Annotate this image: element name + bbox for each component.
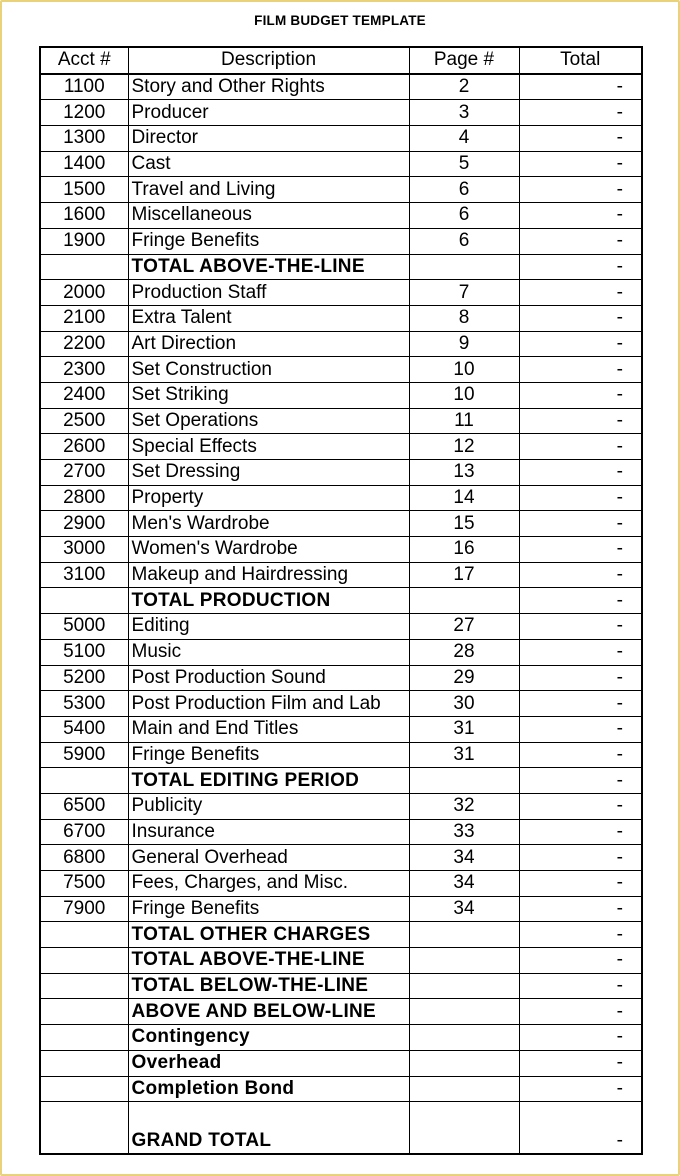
table-row: [40, 845, 642, 871]
page-cell: [409, 254, 519, 280]
total-cell: -: [519, 1050, 642, 1076]
acct-cell: 2700: [40, 460, 128, 486]
acct-cell: [40, 999, 128, 1025]
description-cell: Production Staff: [128, 280, 409, 306]
table-row: [40, 793, 642, 819]
acct-cell: 1400: [40, 151, 128, 177]
grand-total-row: [40, 1102, 642, 1155]
description-cell: Post Production Sound: [128, 665, 409, 691]
page-cell: 12: [409, 434, 519, 460]
description-cell: Director: [128, 126, 409, 152]
table-row: [40, 639, 642, 665]
total-cell: -: [519, 999, 642, 1025]
acct-cell: 2900: [40, 511, 128, 537]
total-cell: -: [519, 742, 642, 768]
description-cell: Music: [128, 639, 409, 665]
total-row: [40, 922, 642, 948]
table-row: [40, 357, 642, 383]
description-cell: Set Striking: [128, 382, 409, 408]
page-cell: 15: [409, 511, 519, 537]
description-cell: Makeup and Hairdressing: [128, 562, 409, 588]
total-cell: -: [519, 100, 642, 126]
acct-cell: 2200: [40, 331, 128, 357]
acct-cell: [40, 1050, 128, 1076]
description-cell: Special Effects: [128, 434, 409, 460]
total-cell: -: [519, 280, 642, 306]
description-cell: GRAND TOTAL: [128, 1102, 409, 1155]
total-cell: -: [519, 845, 642, 871]
description-cell: Overhead: [128, 1050, 409, 1076]
page-cell: 31: [409, 716, 519, 742]
total-cell: -: [519, 1076, 642, 1102]
description-cell: Extra Talent: [128, 305, 409, 331]
page-cell: 29: [409, 665, 519, 691]
description-cell: Travel and Living: [128, 177, 409, 203]
acct-cell: 1900: [40, 228, 128, 254]
acct-cell: 1100: [40, 74, 128, 100]
page-cell: [409, 948, 519, 974]
total-cell: -: [519, 819, 642, 845]
description-cell: Editing: [128, 614, 409, 640]
table-row: [40, 280, 642, 306]
table-row: [40, 665, 642, 691]
total-cell: -: [519, 177, 642, 203]
total-cell: -: [519, 74, 642, 100]
column-header-description: Description: [128, 47, 409, 74]
description-cell: Fringe Benefits: [128, 228, 409, 254]
description-cell: General Overhead: [128, 845, 409, 871]
page-cell: 5: [409, 151, 519, 177]
page-cell: [409, 1076, 519, 1102]
total-row: [40, 768, 642, 794]
budget-table-body: [40, 74, 642, 1155]
table-row: [40, 100, 642, 126]
page-cell: 16: [409, 537, 519, 563]
acct-cell: 5900: [40, 742, 128, 768]
page-cell: 6: [409, 228, 519, 254]
page-cell: [409, 588, 519, 614]
page-cell: 2: [409, 74, 519, 100]
acct-cell: [40, 948, 128, 974]
total-cell: -: [519, 1102, 642, 1155]
acct-cell: [40, 254, 128, 280]
total-row: [40, 1076, 642, 1102]
page-cell: 27: [409, 614, 519, 640]
description-cell: Women's Wardrobe: [128, 537, 409, 563]
table-row: [40, 742, 642, 768]
table-row: [40, 331, 642, 357]
acct-cell: [40, 922, 128, 948]
description-cell: Miscellaneous: [128, 203, 409, 229]
total-cell: -: [519, 639, 642, 665]
document-title: FILM BUDGET TEMPLATE: [254, 13, 426, 28]
table-row: [40, 228, 642, 254]
total-cell: -: [519, 768, 642, 794]
acct-cell: [40, 1025, 128, 1051]
table-row: [40, 614, 642, 640]
description-cell: Property: [128, 485, 409, 511]
page-cell: 8: [409, 305, 519, 331]
description-cell: Completion Bond: [128, 1076, 409, 1102]
page-cell: 33: [409, 819, 519, 845]
description-cell: Art Direction: [128, 331, 409, 357]
table-row: [40, 305, 642, 331]
page-cell: 10: [409, 382, 519, 408]
acct-cell: 2000: [40, 280, 128, 306]
description-cell: TOTAL BELOW-THE-LINE: [128, 973, 409, 999]
description-cell: Set Operations: [128, 408, 409, 434]
description-cell: Post Production Film and Lab: [128, 691, 409, 717]
table-row: [40, 177, 642, 203]
total-row: [40, 254, 642, 280]
total-cell: -: [519, 357, 642, 383]
acct-cell: 3100: [40, 562, 128, 588]
page-cell: 31: [409, 742, 519, 768]
column-header-total: Total: [519, 47, 642, 74]
page-cell: 13: [409, 460, 519, 486]
acct-cell: 1300: [40, 126, 128, 152]
acct-cell: 1500: [40, 177, 128, 203]
total-cell: -: [519, 665, 642, 691]
page-cell: 6: [409, 177, 519, 203]
page-cell: 34: [409, 845, 519, 871]
total-row: [40, 588, 642, 614]
total-cell: -: [519, 485, 642, 511]
page-cell: [409, 1102, 519, 1155]
table-row: [40, 871, 642, 897]
table-row: [40, 203, 642, 229]
description-cell: TOTAL ABOVE-THE-LINE: [128, 948, 409, 974]
acct-cell: 5200: [40, 665, 128, 691]
page-cell: 28: [409, 639, 519, 665]
page-cell: 34: [409, 896, 519, 922]
total-cell: -: [519, 408, 642, 434]
total-cell: -: [519, 511, 642, 537]
page-cell: 7: [409, 280, 519, 306]
page-cell: 34: [409, 871, 519, 897]
acct-cell: [40, 768, 128, 794]
table-header-row: [40, 47, 642, 74]
acct-cell: 7500: [40, 871, 128, 897]
table-row: [40, 460, 642, 486]
acct-cell: 6800: [40, 845, 128, 871]
table-row: [40, 382, 642, 408]
page-cell: 10: [409, 357, 519, 383]
acct-cell: 2800: [40, 485, 128, 511]
page-cell: [409, 1050, 519, 1076]
acct-cell: 5100: [40, 639, 128, 665]
total-cell: -: [519, 562, 642, 588]
table-row: [40, 691, 642, 717]
total-cell: -: [519, 871, 642, 897]
total-cell: -: [519, 588, 642, 614]
total-row: [40, 1025, 642, 1051]
description-cell: Main and End Titles: [128, 716, 409, 742]
table-row: [40, 537, 642, 563]
page-cell: 4: [409, 126, 519, 152]
description-cell: TOTAL EDITING PERIOD: [128, 768, 409, 794]
total-cell: -: [519, 382, 642, 408]
acct-cell: 2100: [40, 305, 128, 331]
description-cell: Contingency: [128, 1025, 409, 1051]
acct-cell: 1600: [40, 203, 128, 229]
page-cell: [409, 999, 519, 1025]
acct-cell: 1200: [40, 100, 128, 126]
total-cell: -: [519, 896, 642, 922]
total-cell: -: [519, 203, 642, 229]
total-cell: -: [519, 151, 642, 177]
table-row: [40, 485, 642, 511]
total-cell: -: [519, 691, 642, 717]
table-row: [40, 434, 642, 460]
description-cell: Fringe Benefits: [128, 896, 409, 922]
acct-cell: 6500: [40, 793, 128, 819]
description-cell: ABOVE AND BELOW-LINE: [128, 999, 409, 1025]
description-cell: Story and Other Rights: [128, 74, 409, 100]
total-cell: -: [519, 716, 642, 742]
total-row: [40, 948, 642, 974]
total-cell: -: [519, 434, 642, 460]
total-cell: -: [519, 126, 642, 152]
total-cell: -: [519, 537, 642, 563]
acct-cell: 2600: [40, 434, 128, 460]
total-row: [40, 973, 642, 999]
total-cell: -: [519, 228, 642, 254]
page-cell: 11: [409, 408, 519, 434]
page-cell: [409, 1025, 519, 1051]
description-cell: Set Dressing: [128, 460, 409, 486]
table-row: [40, 896, 642, 922]
acct-cell: [40, 588, 128, 614]
table-row: [40, 511, 642, 537]
table-row: [40, 408, 642, 434]
description-cell: Cast: [128, 151, 409, 177]
column-header-page: Page #: [409, 47, 519, 74]
page-cell: 6: [409, 203, 519, 229]
table-row: [40, 151, 642, 177]
description-cell: Set Construction: [128, 357, 409, 383]
total-cell: -: [519, 1025, 642, 1051]
description-cell: TOTAL OTHER CHARGES: [128, 922, 409, 948]
total-cell: -: [519, 793, 642, 819]
table-row: [40, 819, 642, 845]
page-cell: [409, 973, 519, 999]
acct-cell: 5000: [40, 614, 128, 640]
page-cell: 14: [409, 485, 519, 511]
total-cell: -: [519, 305, 642, 331]
page-cell: 17: [409, 562, 519, 588]
description-cell: Publicity: [128, 793, 409, 819]
acct-cell: 2300: [40, 357, 128, 383]
page-cell: [409, 922, 519, 948]
page-cell: [409, 768, 519, 794]
page-cell: 32: [409, 793, 519, 819]
page-cell: 9: [409, 331, 519, 357]
description-cell: TOTAL ABOVE-THE-LINE: [128, 254, 409, 280]
acct-cell: [40, 973, 128, 999]
description-cell: Fees, Charges, and Misc.: [128, 871, 409, 897]
acct-cell: 2500: [40, 408, 128, 434]
total-cell: -: [519, 614, 642, 640]
description-cell: Producer: [128, 100, 409, 126]
column-header-acct: Acct #: [40, 47, 128, 74]
description-cell: TOTAL PRODUCTION: [128, 588, 409, 614]
total-row: [40, 999, 642, 1025]
total-cell: -: [519, 948, 642, 974]
total-cell: -: [519, 973, 642, 999]
description-cell: Insurance: [128, 819, 409, 845]
table-row: [40, 74, 642, 100]
description-cell: Fringe Benefits: [128, 742, 409, 768]
acct-cell: 2400: [40, 382, 128, 408]
page-cell: 30: [409, 691, 519, 717]
budget-table: [39, 46, 643, 1155]
total-cell: -: [519, 331, 642, 357]
acct-cell: 3000: [40, 537, 128, 563]
acct-cell: 6700: [40, 819, 128, 845]
acct-cell: 7900: [40, 896, 128, 922]
total-row: [40, 1050, 642, 1076]
table-row: [40, 562, 642, 588]
acct-cell: 5400: [40, 716, 128, 742]
acct-cell: [40, 1076, 128, 1102]
page-cell: 3: [409, 100, 519, 126]
acct-cell: [40, 1102, 128, 1155]
total-cell: -: [519, 922, 642, 948]
description-cell: Men's Wardrobe: [128, 511, 409, 537]
total-cell: -: [519, 254, 642, 280]
total-cell: -: [519, 460, 642, 486]
table-row: [40, 126, 642, 152]
acct-cell: 5300: [40, 691, 128, 717]
table-row: [40, 716, 642, 742]
